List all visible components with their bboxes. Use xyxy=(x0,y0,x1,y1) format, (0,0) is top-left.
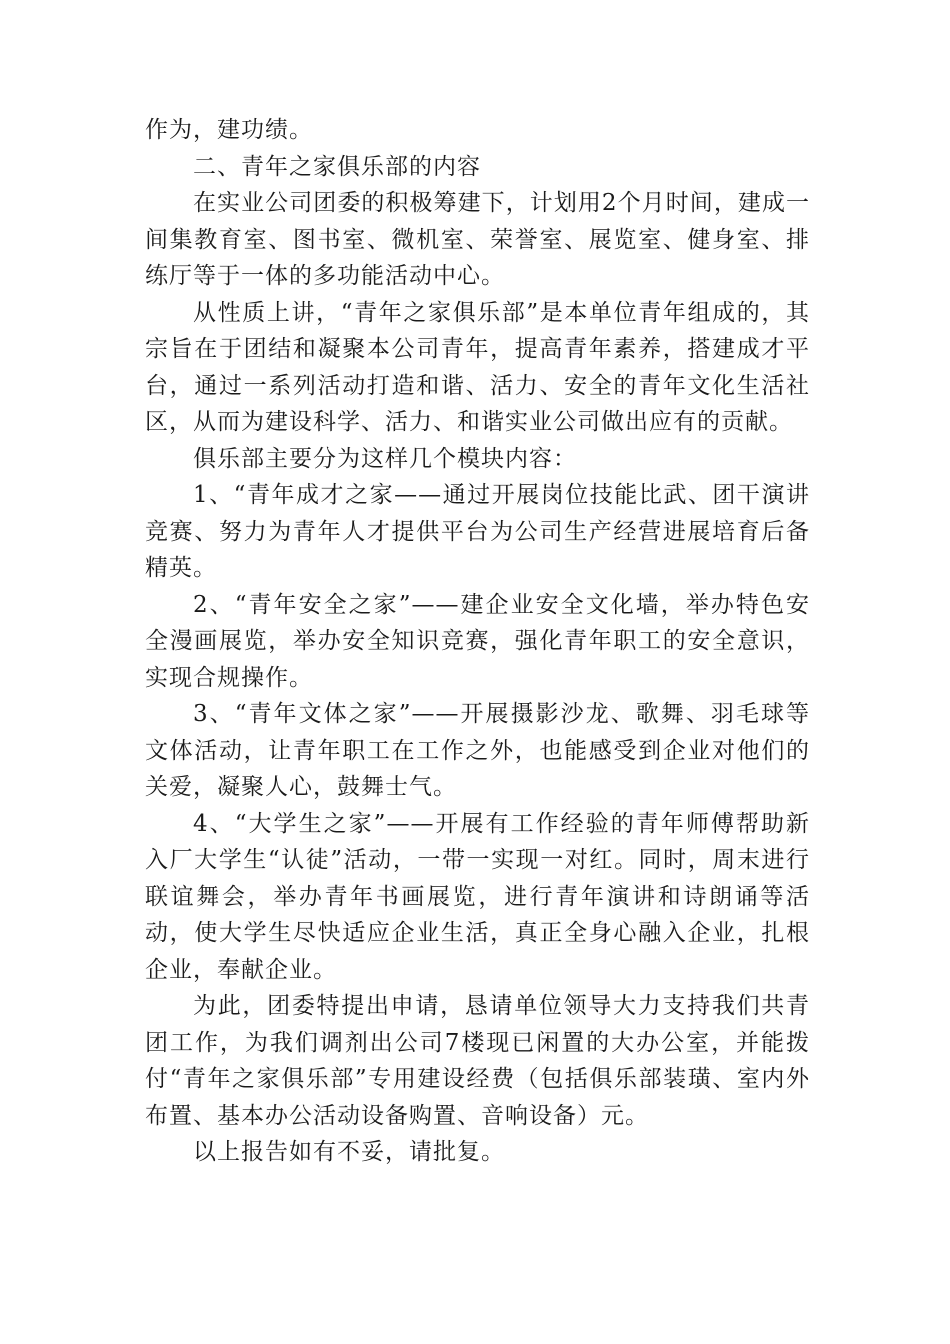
closing-line: 以上报告如有不妥，请批复。 xyxy=(193,1139,505,1165)
paragraph: 从性质上讲，“青年之家俱乐部”是本单位青年组成的，其宗旨在于团结和凝聚本公司青年，提高青年素养，搭建成才平台，通过一系列活动打造和谐、活力、安全的青年文化生活社区，从而为建设科学、活力、和谐实业公司做出应有的贡献。 xyxy=(145,299,810,435)
list-item: 4、“大学生之家”——开展有工作经验的青年师傅帮助新入厂大学生“认徒”活动，一带一实现一对红。同时，周末进行联谊舞会，举办青年书画展览，进行青年演讲和诗朗诵等活动，使大学生尽快适应企业生活，真正全身心融入企业，扎根企业，奉献企业。 xyxy=(145,810,810,983)
paragraph: 为此，团委特提出申请，恳请单位领导大力支持我们共青团工作，为我们调剂出公司7楼现已闲置的大办公室，并能拨付“青年之家俱乐部”专用建设经费（包括俱乐部装璜、室内外布置、基本办公活动设备购置、音响设备）元。 xyxy=(145,993,810,1129)
paragraph: 在实业公司团委的积极筹建下，计划用2个月时间，建成一间集教育室、图书室、微机室、荣誉室、展览室、健身室、排练厅等于一体的多功能活动中心。 xyxy=(145,190,810,289)
section-heading: 二、青年之家俱乐部的内容 xyxy=(193,153,481,180)
paragraph-continuation: 作为，建功绩。 xyxy=(145,117,313,143)
document-body xyxy=(145,112,810,1171)
list-item: 1、“青年成才之家——通过开展岗位技能比武、团干演讲竞赛、努力为青年人才提供平台为公司生产经营进展培育后备精英。 xyxy=(145,482,810,581)
list-item: 2、“青年安全之家”——建企业安全文化墙，举办特色安全漫画展览，举办安全知识竞赛，强化青年职工的安全意识，实现合规操作。 xyxy=(145,591,810,691)
list-item: 3、“青年文体之家”——开展摄影沙龙、歌舞、羽毛球等文体活动，让青年职工在工作之外，也能感受到企业对他们的关爱，凝聚人心，鼓舞士气。 xyxy=(145,701,810,800)
paragraph: 俱乐部主要分为这样几个模块内容： xyxy=(193,445,577,472)
